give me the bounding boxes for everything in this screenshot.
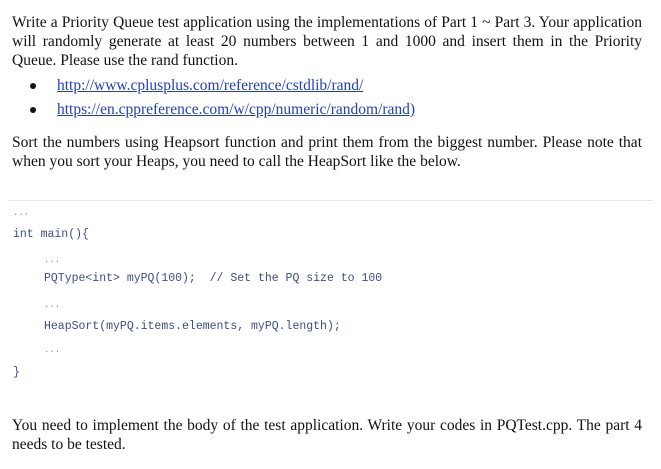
sort-instructions-paragraph: Sort the numbers using Heapsort function and print them from the biggest number. Please note that when you sort your Heaps, you need to call the HeapSort like the below. <box>12 134 642 170</box>
outro-paragraph: You need to implement the body of the test application. Write your codes in PQTest.cpp. The part 4 needs to be tested. <box>12 417 642 453</box>
code-ellipsis: ... <box>13 208 30 218</box>
code-pq-decl: PQType<int> myPQ(100); <box>44 272 196 285</box>
code-close-brace: } <box>13 366 20 379</box>
code-ellipsis: ... <box>44 255 61 265</box>
code-main-open: int main(){ <box>13 228 89 241</box>
cppreference-rand-link[interactable]: https://en.cppreference.com/w/cpp/numeric/random/rand) <box>57 101 416 118</box>
code-pq-declaration <box>44 272 382 285</box>
list-item <box>30 100 415 124</box>
intro-paragraph: Write a Priority Queue test application using the implementations of Part 1 ~ Part 3. Your application will randomly generate at least 20 numbers between 1 and 1000 and insert them in the Priority Queue. Please use the rand function. <box>12 14 642 69</box>
bullet-icon <box>30 83 36 89</box>
bullet-icon <box>30 107 36 113</box>
code-ellipsis: ... <box>44 345 61 355</box>
code-heapsort-call: HeapSort(myPQ.items.elements, myPQ.length); <box>44 320 341 333</box>
list-item <box>30 76 415 100</box>
code-ellipsis: ... <box>44 300 61 310</box>
divider <box>8 200 653 201</box>
reference-links-list <box>30 76 415 124</box>
cplusplus-rand-link[interactable]: http://www.cplusplus.com/reference/cstdlib/rand/ <box>57 77 364 94</box>
code-pq-comment: // Set the PQ size to 100 <box>209 272 383 285</box>
